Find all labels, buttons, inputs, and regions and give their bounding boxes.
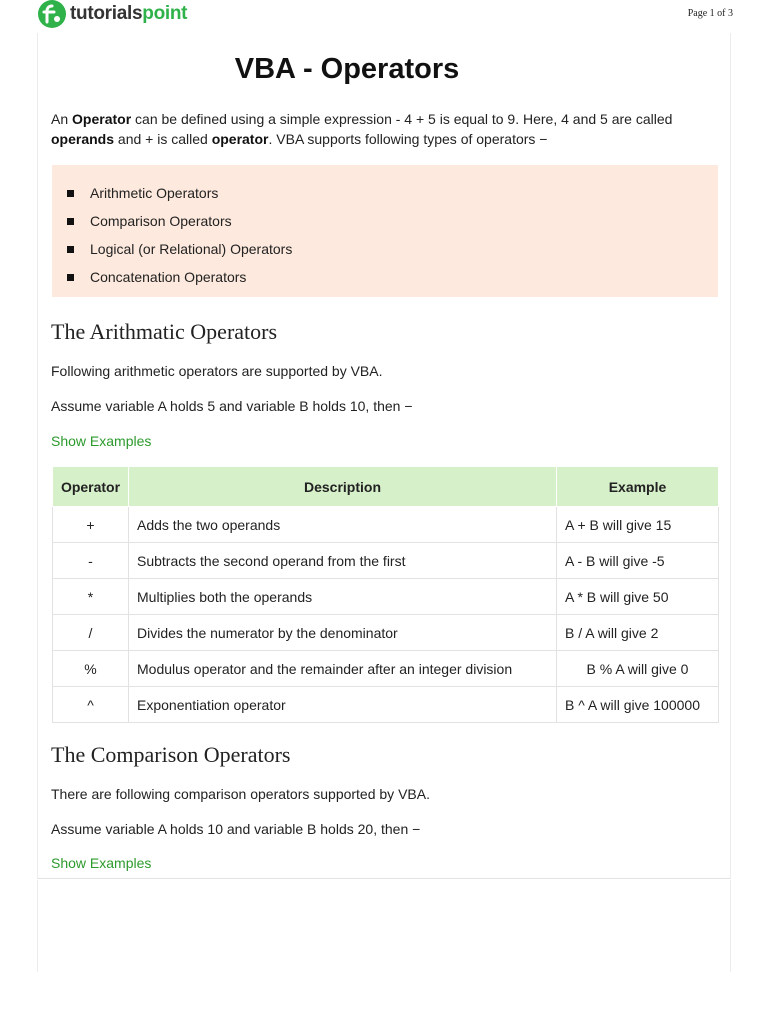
list-item: Comparison Operators xyxy=(52,207,292,235)
arithmetic-operators-table xyxy=(52,466,719,723)
cell-description: Multiplies both the operands xyxy=(129,579,557,615)
comparison-heading: The Comparison Operators xyxy=(51,742,291,767)
cell-description: Subtracts the second operand from the first xyxy=(129,543,557,579)
cell-operator: + xyxy=(53,507,129,543)
square-bullet-icon xyxy=(67,190,74,197)
cell-description: Modulus operator and the remainder after an integer division xyxy=(129,651,557,687)
column-header-example: Example xyxy=(557,467,719,507)
comparison-line-1: There are following comparison operators supported by VBA. xyxy=(51,786,430,802)
arithmetic-line-2: Assume variable A holds 5 and variable B holds 10, then − xyxy=(51,398,413,414)
tutorialspoint-logo[interactable] xyxy=(38,0,187,28)
arithmetic-show-examples-link[interactable]: Show Examples xyxy=(51,433,152,449)
cell-example: B / A will give 2 xyxy=(557,615,719,651)
cell-operator: / xyxy=(53,615,129,651)
cell-example: A * B will give 50 xyxy=(557,579,719,615)
square-bullet-icon xyxy=(67,218,74,225)
cell-example: B ^ A will give 100000 xyxy=(557,687,719,723)
cell-example: A - B will give -5 xyxy=(557,543,719,579)
cell-operator: % xyxy=(53,651,129,687)
operator-types-list xyxy=(52,179,292,291)
cell-operator: - xyxy=(53,543,129,579)
list-item: Logical (or Relational) Operators xyxy=(52,235,292,263)
comparison-show-examples-link[interactable]: Show Examples xyxy=(51,855,152,871)
content-card-lower xyxy=(37,880,731,972)
square-bullet-icon xyxy=(67,274,74,281)
list-item: Arithmetic Operators xyxy=(52,179,292,207)
column-header-description: Description xyxy=(129,467,557,507)
cell-example: B % A will give 0 xyxy=(557,651,719,687)
cell-description: Divides the numerator by the denominator xyxy=(129,615,557,651)
cell-description: Exponentiation operator xyxy=(129,687,557,723)
cell-operator: ^ xyxy=(53,687,129,723)
table-row xyxy=(53,543,719,579)
intro-paragraph: An Operator can be defined using a simple expression - 4 + 5 is equal to 9. Here, 4 and 5 are called operands and + is called operator. VBA supports following types of operators − xyxy=(51,111,673,147)
cell-description: Adds the two operands xyxy=(129,507,557,543)
table-row xyxy=(53,507,719,543)
logo-icon xyxy=(38,0,66,28)
table-row xyxy=(53,615,719,651)
list-item: Concatenation Operators xyxy=(52,263,292,291)
comparison-line-2: Assume variable A holds 10 and variable B holds 20, then − xyxy=(51,821,421,837)
cell-operator: * xyxy=(53,579,129,615)
column-header-operator: Operator xyxy=(53,467,129,507)
arithmetic-heading: The Arithmatic Operators xyxy=(51,319,278,344)
logo-text: tutorialspoint xyxy=(70,3,188,24)
square-bullet-icon xyxy=(67,246,74,253)
page-header xyxy=(0,0,768,32)
arithmetic-line-1: Following arithmetic operators are supported by VBA. xyxy=(51,363,383,379)
table-row xyxy=(53,579,719,615)
page-title: VBA - Operators xyxy=(234,53,460,85)
page-indicator: Page 1 of 3 xyxy=(687,8,733,19)
operator-types-box xyxy=(52,165,718,297)
table-row xyxy=(53,651,719,687)
table-row xyxy=(53,687,719,723)
table-header-row xyxy=(53,467,719,507)
cell-example: A + B will give 15 xyxy=(557,507,719,543)
